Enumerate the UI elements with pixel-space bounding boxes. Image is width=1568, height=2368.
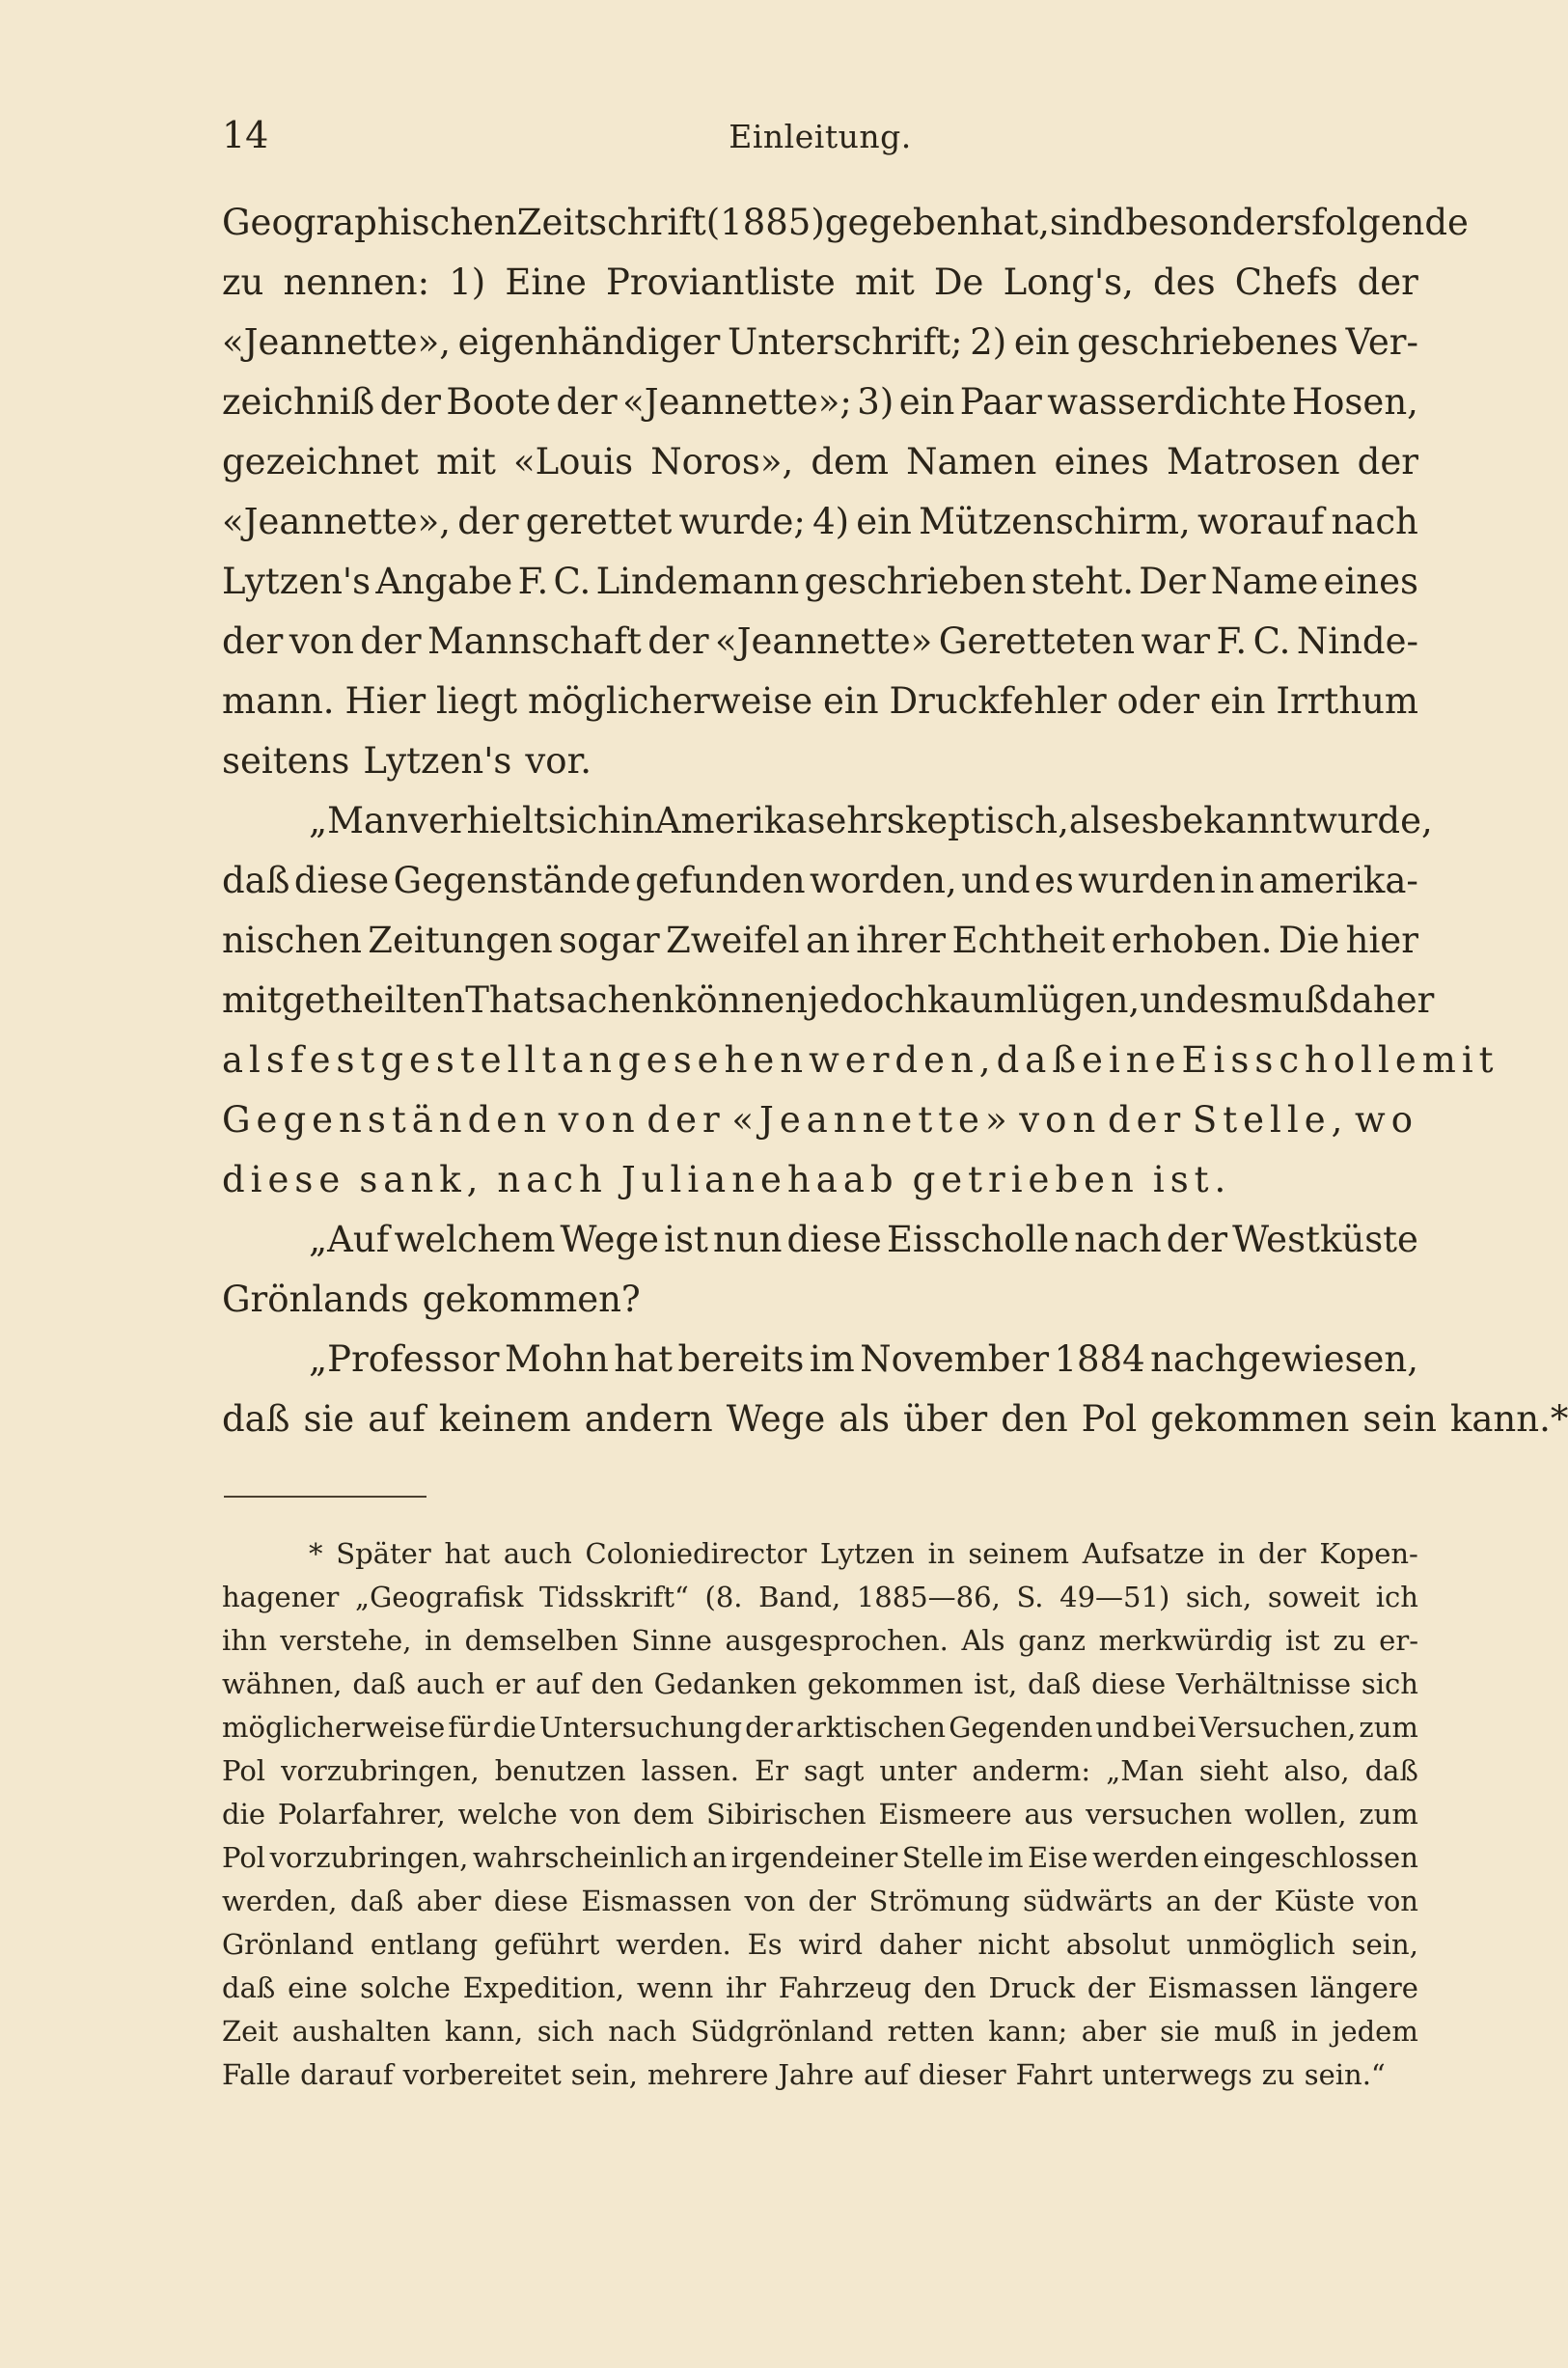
text-line: daß diese Gegenstände gefunden worden, und es wurden in amerika- — [222, 860, 1418, 901]
text-line: zu nennen: 1) Eine Proviantliste mit De Long's, des Chefs der — [222, 262, 1418, 303]
text-line: als festgestellt angesehen werden, daß eine Eisscholle mit — [222, 1039, 1499, 1081]
text-line: werden, daß aber diese Eismassen von der Strömung südwärts an der Küste von — [222, 1885, 1418, 1917]
text-line: hagener „Geografisk Tidsskrift“ (8. Band, 1885—86, S. 49—51) sich, soweit ich — [222, 1581, 1418, 1613]
text-line: die Polarfahrer, welche von dem Sibirischen Eismeere aus versuchen wollen, zum — [222, 1798, 1418, 1831]
text-line: „Man verhielt sich in Amerika sehr skeptisch, als es bekannt wurde, — [309, 800, 1433, 841]
text-line: Falle darauf vorbereitet sein, mehrere Jahre auf dieser Fahrt unterwegs zu sein.“ — [222, 2058, 1386, 2091]
footnote — [222, 1532, 1418, 2097]
text-line: Gegenständen von der «Jeannette» von der Stelle, wo — [222, 1099, 1418, 1141]
text-line: Geographischen Zeitschrift (1885) gegeben hat, sind besonders folgende — [222, 202, 1469, 243]
text-line: mann. Hier liegt möglicherweise ein Druckfehler oder ein Irrthum — [222, 680, 1418, 722]
text-line: Lytzen's Angabe F. C. Lindemann geschrieben steht. Der Name eines — [222, 561, 1418, 602]
footnote-rule — [224, 1496, 426, 1498]
text-line: daß eine solche Expedition, wenn ihr Fahrzeug den Druck der Eismassen längere — [222, 1971, 1418, 2004]
text-line: daß sie auf keinem andern Wege als über den Pol gekommen sein kann.* — [222, 1398, 1568, 1440]
text-line: mitgetheilten Thatsachen können jedoch kaum lügen, und es muß daher — [222, 979, 1435, 1021]
text-line: * Später hat auch Coloniedirector Lytzen in seinem Aufsatze in der Kopen- — [309, 1537, 1418, 1570]
running-head: Einleitung. — [729, 118, 912, 155]
text-line: Pol vorzubringen, wahrscheinlich an irgendeiner Stelle im Eise werden eingeschlossen — [222, 1841, 1418, 1874]
main-text — [222, 193, 1568, 1449]
text-line: «Jeannette», eigenhändiger Unterschrift; 2) ein geschriebenes Ver- — [222, 321, 1418, 363]
text-line: nischen Zeitungen sogar Zweifel an ihrer Echtheit erhoben. Die hier — [222, 920, 1418, 961]
text-line: möglicherweise für die Untersuchung der arktischen Gegenden und bei Versuchen, zum — [222, 1711, 1418, 1744]
text-line: «Jeannette», der gerettet wurde; 4) ein Mützenschirm, worauf nach — [222, 501, 1418, 542]
text-line: „Auf welchem Wege ist nun diese Eisscholle nach der Westküste — [309, 1219, 1418, 1260]
text-line: seitens Lytzen's vor. — [222, 740, 591, 782]
text-line: ihn verstehe, in demselben Sinne ausgesprochen. Als ganz merkwürdig ist zu er- — [222, 1624, 1418, 1657]
text-line: Grönland entlang geführt werden. Es wird daher nicht absolut unmöglich sein, — [222, 1928, 1418, 1961]
text-line: diese sank, nach Julianehaab getrieben ist. — [222, 1159, 1232, 1200]
text-line: Grönlands gekommen? — [222, 1279, 641, 1320]
text-line: der von der Mannschaft der «Jeannette» Geretteten war F. C. Ninde- — [222, 620, 1418, 662]
text-line: zeichniß der Boote der «Jeannette»; 3) ein Paar wasserdichte Hosen, — [222, 381, 1418, 423]
page-header — [222, 114, 1418, 172]
page-number: 14 — [222, 114, 269, 156]
text-line: „Professor Mohn hat bereits im November 1884 nachgewiesen, — [309, 1338, 1418, 1380]
text-line: gezeichnet mit «Louis Noros», dem Namen eines Matrosen der — [222, 441, 1418, 482]
text-line: Pol vorzubringen, benutzen lassen. Er sagt unter anderm: „Man sieht also, daß — [222, 1754, 1418, 1787]
text-line: wähnen, daß auch er auf den Gedanken gekommen ist, daß diese Verhältnisse sich — [222, 1667, 1418, 1700]
text-line: Zeit aushalten kann, sich nach Südgrönland retten kann; aber sie muß in jedem — [222, 2015, 1418, 2048]
